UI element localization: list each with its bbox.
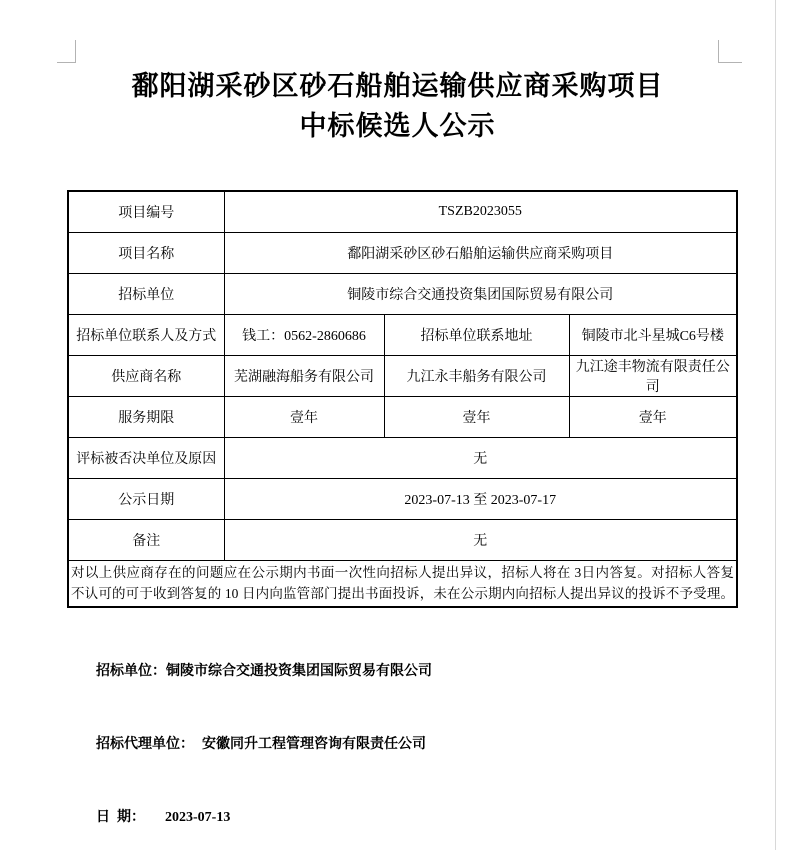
bidder-label: 招标单位 <box>68 273 224 314</box>
page-title-line1: 鄱阳湖采砂区砂石船舶运输供应商采购项目 <box>131 71 664 101</box>
supplier-label: 供应商名称 <box>68 355 224 396</box>
address-value: 铜陵市北斗星城C6号楼 <box>569 314 737 355</box>
rejected-value: 无 <box>224 437 737 478</box>
footer-bidder-line <box>75 645 432 699</box>
footer-date-value: 2023-07-13 <box>165 810 231 825</box>
term-3: 壹年 <box>569 396 737 437</box>
remark-label: 备注 <box>68 519 224 560</box>
table-row-bidder <box>68 273 737 314</box>
footer-bidder-value: 铜陵市综合交通投资集团国际贸易有限公司 <box>166 664 432 679</box>
publicity-date-label: 公示日期 <box>68 478 224 519</box>
supplier-3: 九江途丰物流有限责任公司 <box>569 355 737 396</box>
contact-value: 钱工：0562-2860686 <box>224 314 384 355</box>
publicity-date-value: 2023-07-13 至 2023-07-17 <box>224 478 737 519</box>
page-title-line2: 中标候选人公示 <box>299 111 496 141</box>
term-1: 壹年 <box>224 396 384 437</box>
project-name-value: 鄱阳湖采砂区砂石船舶运输供应商采购项目 <box>224 232 737 273</box>
footer-date-label: 日 期： <box>96 810 145 825</box>
table-row-terms <box>68 396 737 437</box>
objection-note-line2: 不认可的可于收到答复的 10 日内向监管部门提出书面投诉，未在公示期内向招标人提出异议的投诉不予受理。 <box>71 586 734 602</box>
term-2: 壹年 <box>384 396 569 437</box>
signature-block <box>75 645 432 850</box>
address-label: 招标单位联系地址 <box>384 314 569 355</box>
table-row-suppliers <box>68 355 737 396</box>
table-row-rejected <box>68 437 737 478</box>
table-row-contact <box>68 314 737 355</box>
table-row-publicity-date <box>68 478 737 519</box>
text-boundary-corner-mark-left <box>57 40 76 63</box>
project-no-label: 项目编号 <box>68 191 224 232</box>
table-row-remark <box>68 519 737 560</box>
footer-agency-value: 安徽同升工程管理咨询有限责任公司 <box>202 737 426 752</box>
project-name-label: 项目名称 <box>68 232 224 273</box>
project-no-value: TSZB2023055 <box>224 191 737 232</box>
supplier-2: 九江永丰船务有限公司 <box>384 355 569 396</box>
table-row-project-name <box>68 232 737 273</box>
footer-agency-label: 招标代理单位： <box>96 737 194 752</box>
supplier-1: 芜湖融海船务有限公司 <box>224 355 384 396</box>
objection-note-line1: 对以上供应商存在的问题应在公示期内书面一次性向招标人提出异议，招标人将在 3日内答复。对招标人答复 <box>71 565 734 581</box>
term-label: 服务期限 <box>68 396 224 437</box>
bidder-value: 铜陵市综合交通投资集团国际贸易有限公司 <box>224 273 737 314</box>
remark-value: 无 <box>224 519 737 560</box>
footer-agency-line <box>75 718 432 772</box>
table-row-note <box>68 560 737 607</box>
footer-date-line <box>75 791 432 845</box>
footer-bidder-label: 招标单位： <box>96 664 166 679</box>
notice-table <box>67 190 738 608</box>
rejected-label: 评标被否决单位及原因 <box>68 437 224 478</box>
objection-note <box>68 560 737 607</box>
text-boundary-corner-mark-right <box>718 40 742 63</box>
page-title <box>0 66 795 146</box>
contact-label: 招标单位联系人及方式 <box>68 314 224 355</box>
table-row-project-no <box>68 191 737 232</box>
